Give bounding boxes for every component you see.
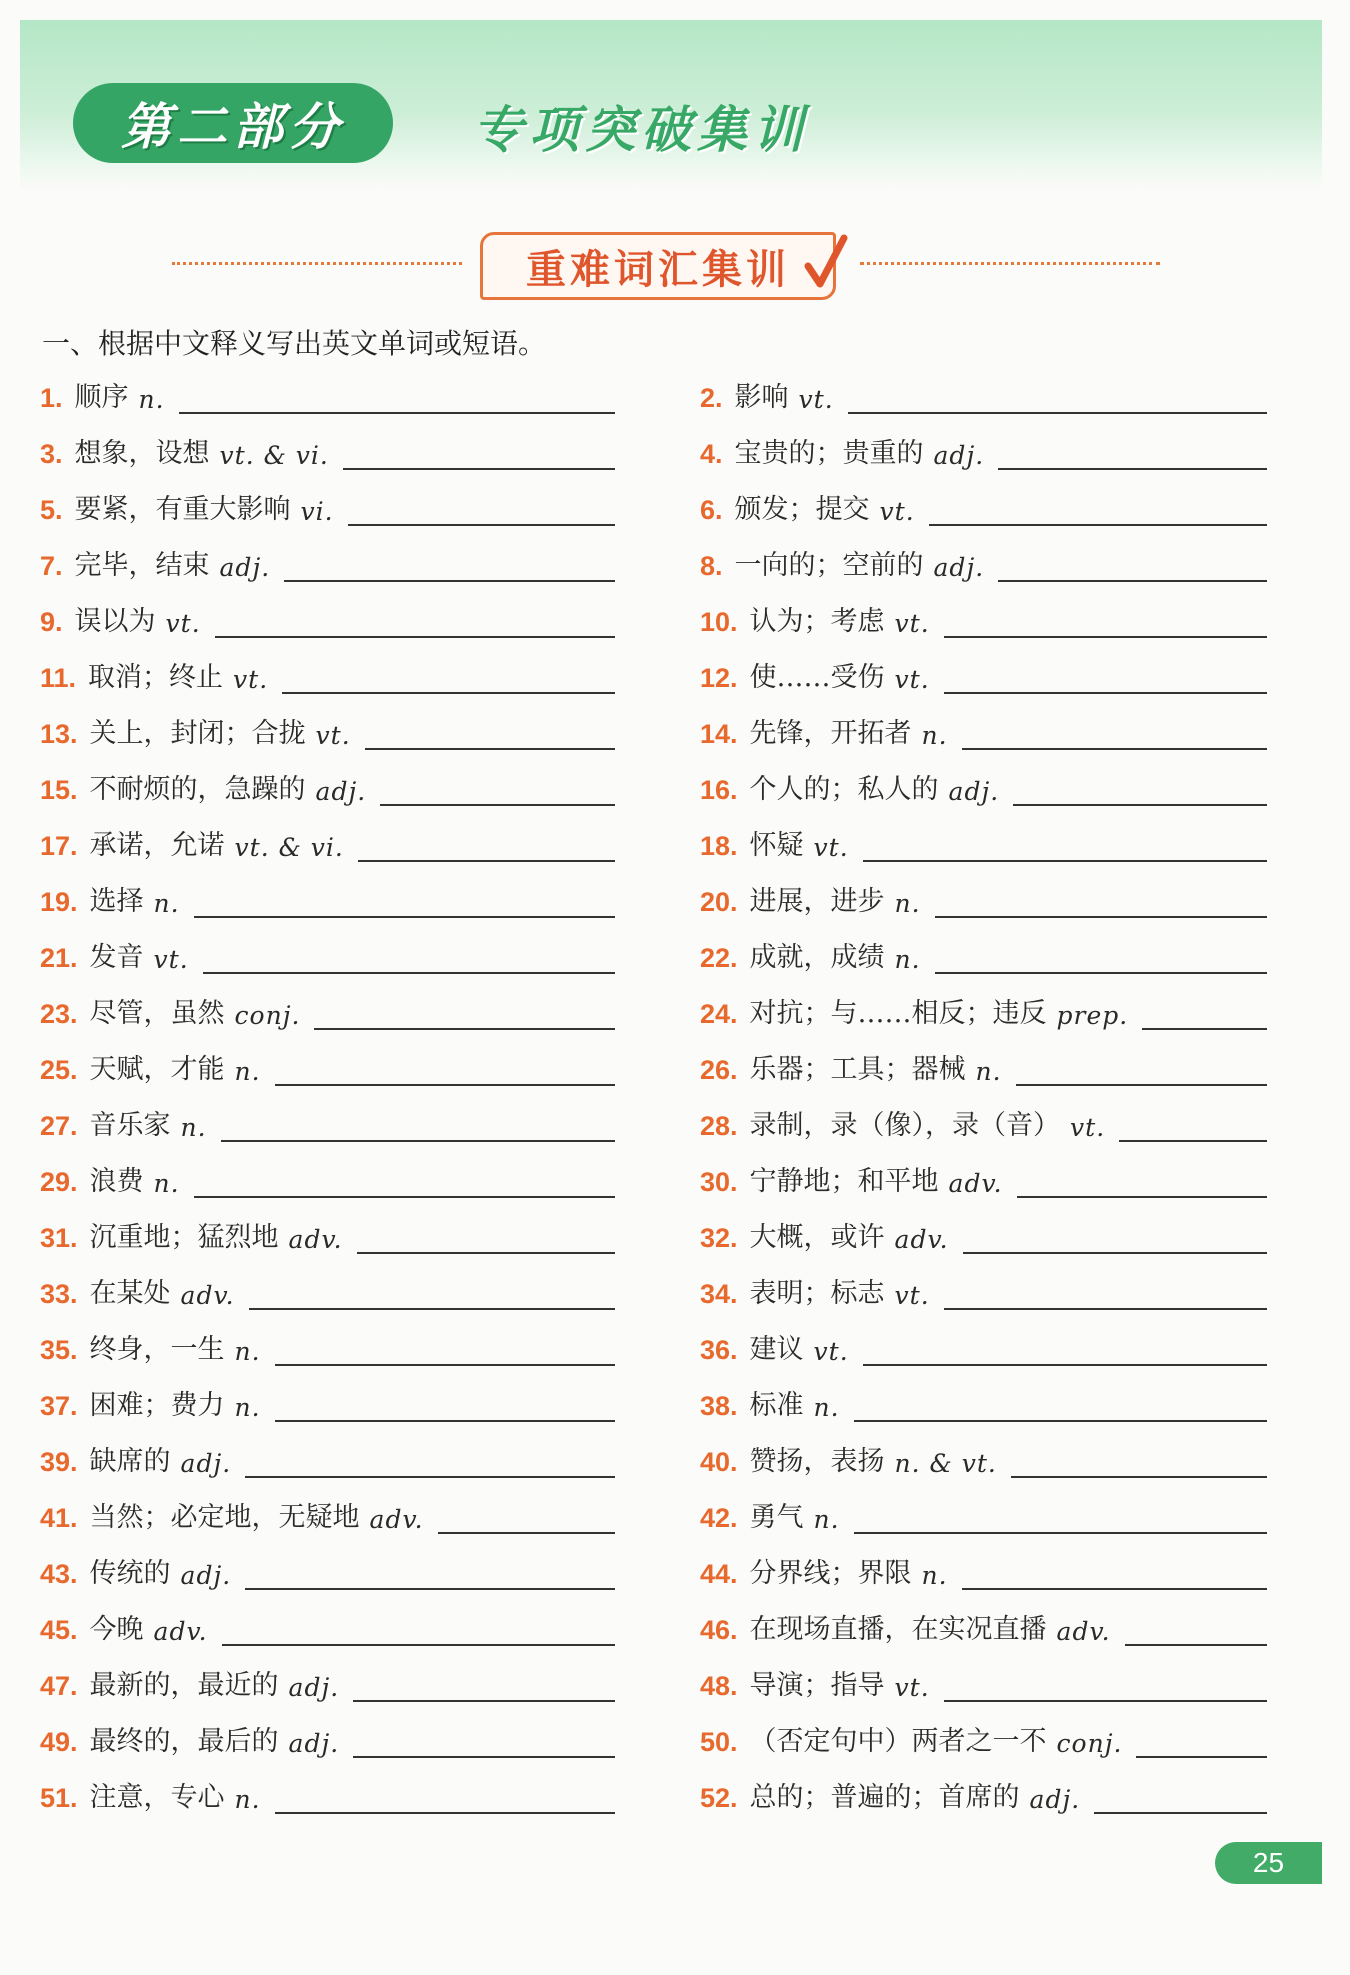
answer-blank[interactable] bbox=[275, 1046, 615, 1086]
vocab-item bbox=[700, 1154, 1267, 1198]
item-part-of-speech: n. bbox=[153, 889, 180, 918]
page-number: 25 bbox=[1252, 1847, 1285, 1878]
item-number: 33. bbox=[40, 1279, 78, 1309]
vocab-item bbox=[700, 426, 1267, 470]
item-part-of-speech: n. bbox=[921, 721, 948, 750]
item-meaning: 建议 bbox=[749, 1334, 804, 1365]
item-meaning: 缺席的 bbox=[89, 1446, 171, 1477]
answer-blank[interactable] bbox=[353, 1662, 615, 1702]
answer-blank[interactable] bbox=[1017, 1158, 1267, 1198]
item-number: 30. bbox=[700, 1167, 738, 1197]
vocab-item bbox=[40, 1378, 615, 1422]
item-part-of-speech: conj. bbox=[1056, 1729, 1123, 1758]
item-meaning: 音乐家 bbox=[89, 1110, 171, 1141]
answer-blank[interactable] bbox=[944, 1662, 1267, 1702]
item-part-of-speech: vt. bbox=[894, 609, 930, 638]
vocab-item bbox=[40, 818, 615, 862]
item-part-of-speech: vt. & vi. bbox=[234, 833, 344, 862]
vocab-item bbox=[40, 370, 615, 414]
vocab-item bbox=[40, 1714, 615, 1758]
answer-blank[interactable] bbox=[222, 1606, 615, 1646]
item-meaning: 困难；费力 bbox=[89, 1390, 225, 1421]
part-label-pill bbox=[73, 83, 393, 163]
item-meaning: 在某处 bbox=[89, 1278, 171, 1309]
vocab-item bbox=[40, 1490, 615, 1534]
vocab-item bbox=[700, 482, 1267, 526]
item-part-of-speech: n. bbox=[894, 945, 921, 974]
item-meaning: 不耐烦的，急躁的 bbox=[89, 774, 306, 805]
item-meaning: （否定句中）两者之一不 bbox=[749, 1726, 1047, 1757]
answer-blank[interactable] bbox=[221, 1102, 615, 1142]
item-number: 34. bbox=[700, 1279, 738, 1309]
subtitle-ribbon bbox=[480, 232, 836, 300]
item-part-of-speech: prep. bbox=[1056, 1001, 1129, 1030]
vocab-item bbox=[40, 1266, 615, 1310]
item-part-of-speech: vt. bbox=[165, 609, 201, 638]
answer-blank[interactable] bbox=[935, 878, 1267, 918]
answer-blank[interactable] bbox=[245, 1550, 615, 1590]
answer-blank[interactable] bbox=[365, 710, 615, 750]
item-number: 49. bbox=[40, 1727, 78, 1757]
vocab-item bbox=[700, 1042, 1267, 1086]
item-number: 22. bbox=[700, 943, 738, 973]
item-meaning: 赞扬，表扬 bbox=[749, 1446, 885, 1477]
item-number: 6. bbox=[700, 495, 723, 525]
item-part-of-speech: adj. bbox=[288, 1729, 340, 1758]
item-meaning: 进展，进步 bbox=[749, 886, 885, 917]
vocab-item bbox=[40, 762, 615, 806]
item-meaning: 终身，一生 bbox=[89, 1334, 225, 1365]
answer-blank[interactable] bbox=[863, 1326, 1267, 1366]
item-meaning: 使……受伤 bbox=[749, 662, 885, 693]
item-part-of-speech: vt. bbox=[894, 1281, 930, 1310]
item-meaning: 想象，设想 bbox=[74, 438, 210, 469]
item-number: 40. bbox=[700, 1447, 738, 1477]
vocab-item bbox=[700, 1322, 1267, 1366]
answer-blank[interactable] bbox=[358, 822, 615, 862]
item-meaning: 一向的；空前的 bbox=[734, 550, 924, 581]
answer-blank[interactable] bbox=[963, 1214, 1267, 1254]
answer-blank[interactable] bbox=[998, 430, 1267, 470]
item-part-of-speech: n. bbox=[153, 1169, 180, 1198]
part-label: 第二部分 bbox=[121, 98, 345, 156]
item-number: 8. bbox=[700, 551, 723, 581]
answer-blank[interactable] bbox=[275, 1382, 615, 1422]
item-meaning: 先锋，开拓者 bbox=[749, 718, 912, 749]
item-number: 37. bbox=[40, 1391, 78, 1421]
item-part-of-speech: n. bbox=[234, 1393, 261, 1422]
item-number: 21. bbox=[40, 943, 78, 973]
answer-blank[interactable] bbox=[194, 1158, 615, 1198]
answer-blank[interactable] bbox=[194, 878, 615, 918]
item-meaning: 注意，专心 bbox=[89, 1782, 225, 1813]
item-number: 48. bbox=[700, 1671, 738, 1701]
item-meaning: 选择 bbox=[89, 886, 144, 917]
item-part-of-speech: adv. bbox=[180, 1281, 235, 1310]
answer-blank[interactable] bbox=[245, 1438, 615, 1478]
item-part-of-speech: adv. bbox=[894, 1225, 949, 1254]
item-part-of-speech: adj. bbox=[933, 553, 985, 582]
item-part-of-speech: vt. bbox=[813, 833, 849, 862]
item-part-of-speech: n. bbox=[921, 1561, 948, 1590]
item-meaning: 对抗；与……相反；违反 bbox=[749, 998, 1047, 1029]
item-part-of-speech: n. bbox=[234, 1337, 261, 1366]
item-meaning: 尽管，虽然 bbox=[89, 998, 225, 1029]
answer-blank[interactable] bbox=[348, 486, 615, 526]
answer-blank[interactable] bbox=[962, 710, 1267, 750]
answer-blank[interactable] bbox=[1119, 1102, 1267, 1142]
vocab-item bbox=[40, 1042, 615, 1086]
item-part-of-speech: vt. & vi. bbox=[219, 441, 329, 470]
item-number: 19. bbox=[40, 887, 78, 917]
answer-blank[interactable] bbox=[275, 1774, 615, 1814]
item-number: 38. bbox=[700, 1391, 738, 1421]
item-meaning: 颁发；提交 bbox=[734, 494, 870, 525]
item-number: 45. bbox=[40, 1615, 78, 1645]
item-number: 3. bbox=[40, 439, 63, 469]
vocab-item bbox=[40, 874, 615, 918]
item-part-of-speech: vt. bbox=[894, 665, 930, 694]
answer-blank[interactable] bbox=[935, 934, 1267, 974]
item-meaning: 要紧，有重大影响 bbox=[74, 494, 291, 525]
item-part-of-speech: adj. bbox=[1029, 1785, 1081, 1814]
vocab-item bbox=[40, 1546, 615, 1590]
answer-blank[interactable] bbox=[275, 1326, 615, 1366]
dotted-divider-left bbox=[172, 262, 462, 265]
dotted-divider-right bbox=[860, 262, 1160, 265]
item-number: 51. bbox=[40, 1783, 78, 1813]
item-meaning: 承诺，允诺 bbox=[89, 830, 225, 861]
item-meaning: 宁静地；和平地 bbox=[749, 1166, 939, 1197]
vocab-item bbox=[700, 1378, 1267, 1422]
vocab-item bbox=[40, 426, 615, 470]
item-meaning: 乐器；工具；器械 bbox=[749, 1054, 966, 1085]
answer-blank[interactable] bbox=[1094, 1774, 1267, 1814]
page-number-badge bbox=[1215, 1842, 1322, 1884]
item-number: 28. bbox=[700, 1111, 738, 1141]
item-number: 12. bbox=[700, 663, 738, 693]
answer-blank[interactable] bbox=[944, 654, 1267, 694]
item-meaning: 当然；必定地，无疑地 bbox=[89, 1502, 360, 1533]
answer-blank[interactable] bbox=[1136, 1718, 1267, 1758]
item-number: 15. bbox=[40, 775, 78, 805]
item-number: 18. bbox=[700, 831, 738, 861]
vocab-item bbox=[700, 1770, 1267, 1814]
subtitle: 重难词汇集训 bbox=[526, 246, 790, 293]
item-number: 5. bbox=[40, 495, 63, 525]
answer-blank[interactable] bbox=[203, 934, 615, 974]
answer-blank[interactable] bbox=[282, 654, 615, 694]
item-part-of-speech: n. bbox=[180, 1113, 207, 1142]
item-meaning: 导演；指导 bbox=[749, 1670, 885, 1701]
answer-blank[interactable] bbox=[854, 1494, 1267, 1534]
item-number: 23. bbox=[40, 999, 78, 1029]
vocab-item bbox=[700, 1266, 1267, 1310]
vocab-item bbox=[700, 706, 1267, 750]
item-meaning: 个人的；私人的 bbox=[749, 774, 939, 805]
item-number: 10. bbox=[700, 607, 738, 637]
item-number: 47. bbox=[40, 1671, 78, 1701]
item-part-of-speech: n. & vt. bbox=[894, 1449, 997, 1478]
item-number: 52. bbox=[700, 1783, 738, 1813]
item-part-of-speech: n. bbox=[894, 889, 921, 918]
vocab-item bbox=[40, 986, 615, 1030]
answer-blank[interactable] bbox=[215, 598, 615, 638]
item-number: 11. bbox=[40, 663, 77, 693]
item-meaning: 录制，录（像），录（音） bbox=[749, 1110, 1061, 1141]
item-number: 32. bbox=[700, 1223, 738, 1253]
vocab-item bbox=[700, 1490, 1267, 1534]
vocab-item bbox=[700, 1658, 1267, 1702]
item-part-of-speech: vt. bbox=[153, 945, 189, 974]
answer-blank[interactable] bbox=[353, 1718, 615, 1758]
item-part-of-speech: vt. bbox=[798, 385, 834, 414]
item-meaning: 宝贵的；贵重的 bbox=[734, 438, 924, 469]
item-meaning: 分界线；界限 bbox=[749, 1558, 912, 1589]
vocab-item bbox=[40, 482, 615, 526]
item-number: 42. bbox=[700, 1503, 738, 1533]
item-number: 46. bbox=[700, 1615, 738, 1645]
item-number: 20. bbox=[700, 887, 738, 917]
answer-blank[interactable] bbox=[944, 598, 1267, 638]
item-number: 4. bbox=[700, 439, 723, 469]
item-part-of-speech: n. bbox=[138, 385, 165, 414]
item-meaning: 大概，或许 bbox=[749, 1222, 885, 1253]
vocab-item bbox=[700, 370, 1267, 414]
answer-blank[interactable] bbox=[284, 542, 615, 582]
item-part-of-speech: adj. bbox=[219, 553, 271, 582]
answer-blank[interactable] bbox=[1011, 1438, 1267, 1478]
answer-blank[interactable] bbox=[314, 990, 615, 1030]
item-part-of-speech: conj. bbox=[234, 1001, 301, 1030]
item-part-of-speech: adv. bbox=[288, 1225, 343, 1254]
item-number: 41. bbox=[40, 1503, 78, 1533]
answer-blank[interactable] bbox=[863, 822, 1267, 862]
vocab-item bbox=[700, 1546, 1267, 1590]
item-part-of-speech: adj. bbox=[288, 1673, 340, 1702]
vocab-item bbox=[700, 986, 1267, 1030]
item-number: 1. bbox=[40, 383, 63, 413]
vocab-item bbox=[40, 594, 615, 638]
item-meaning: 完毕，结束 bbox=[74, 550, 210, 581]
vocab-item bbox=[700, 874, 1267, 918]
item-meaning: 成就，成绩 bbox=[749, 942, 885, 973]
answer-blank[interactable] bbox=[962, 1550, 1267, 1590]
item-number: 39. bbox=[40, 1447, 78, 1477]
vocab-item bbox=[700, 1210, 1267, 1254]
item-number: 31. bbox=[40, 1223, 78, 1253]
item-part-of-speech: adj. bbox=[948, 777, 1000, 806]
vocab-item bbox=[700, 1714, 1267, 1758]
item-meaning: 今晚 bbox=[89, 1614, 144, 1645]
item-meaning: 发音 bbox=[89, 942, 144, 973]
item-meaning: 认为；考虑 bbox=[749, 606, 885, 637]
item-part-of-speech: vt. bbox=[315, 721, 351, 750]
item-number: 50. bbox=[700, 1727, 738, 1757]
item-number: 9. bbox=[40, 607, 63, 637]
item-meaning: 沉重地；猛烈地 bbox=[89, 1222, 279, 1253]
vocab-item bbox=[700, 594, 1267, 638]
item-meaning: 表明；标志 bbox=[749, 1278, 885, 1309]
vocab-item bbox=[700, 930, 1267, 974]
answer-blank[interactable] bbox=[249, 1270, 615, 1310]
vocab-item bbox=[40, 1602, 615, 1646]
vocab-item bbox=[40, 930, 615, 974]
vocab-item bbox=[40, 1322, 615, 1366]
item-number: 27. bbox=[40, 1111, 78, 1141]
item-part-of-speech: vt. bbox=[1070, 1113, 1106, 1142]
vocab-item bbox=[700, 818, 1267, 862]
answer-blank[interactable] bbox=[848, 374, 1267, 414]
vocab-item bbox=[40, 1434, 615, 1478]
item-meaning: 关上，封闭；合拢 bbox=[89, 718, 306, 749]
item-number: 14. bbox=[700, 719, 738, 749]
vocab-item bbox=[700, 538, 1267, 582]
answer-blank[interactable] bbox=[1013, 766, 1267, 806]
vocab-item bbox=[700, 1434, 1267, 1478]
item-part-of-speech: n. bbox=[975, 1057, 1002, 1086]
answer-blank[interactable] bbox=[929, 486, 1267, 526]
item-part-of-speech: n. bbox=[234, 1785, 261, 1814]
item-number: 17. bbox=[40, 831, 78, 861]
vocab-item bbox=[40, 1210, 615, 1254]
item-number: 43. bbox=[40, 1559, 78, 1589]
vocab-item bbox=[40, 706, 615, 750]
item-number: 16. bbox=[700, 775, 738, 805]
vocab-item bbox=[40, 1770, 615, 1814]
section-title: 专项突破集训 bbox=[473, 101, 809, 159]
item-meaning: 怀疑 bbox=[749, 830, 804, 861]
item-part-of-speech: vt. bbox=[894, 1673, 930, 1702]
item-meaning: 总的；普遍的；首席的 bbox=[749, 1782, 1020, 1813]
answer-blank[interactable] bbox=[343, 430, 615, 470]
item-meaning: 取消；终止 bbox=[88, 662, 224, 693]
item-part-of-speech: n. bbox=[234, 1057, 261, 1086]
answer-blank[interactable] bbox=[1125, 1606, 1267, 1646]
question-heading: 一、根据中文释义写出英文单词或短语。 bbox=[42, 327, 547, 360]
answer-blank[interactable] bbox=[998, 542, 1267, 582]
item-part-of-speech: vi. bbox=[300, 497, 334, 526]
item-number: 7. bbox=[40, 551, 63, 581]
item-part-of-speech: adv. bbox=[948, 1169, 1003, 1198]
item-part-of-speech: adj. bbox=[180, 1449, 232, 1478]
vocab-item bbox=[700, 1098, 1267, 1142]
item-meaning: 浪费 bbox=[89, 1166, 144, 1197]
item-number: 26. bbox=[700, 1055, 738, 1085]
item-meaning: 天赋，才能 bbox=[89, 1054, 225, 1085]
item-number: 2. bbox=[700, 383, 723, 413]
answer-blank[interactable] bbox=[438, 1494, 615, 1534]
item-number: 44. bbox=[700, 1559, 738, 1589]
item-meaning: 在现场直播，在实况直播 bbox=[749, 1614, 1047, 1645]
item-number: 35. bbox=[40, 1335, 78, 1365]
answer-blank[interactable] bbox=[1142, 990, 1267, 1030]
answer-blank[interactable] bbox=[179, 374, 615, 414]
item-part-of-speech: adj. bbox=[315, 777, 367, 806]
vocab-item bbox=[40, 1154, 615, 1198]
item-part-of-speech: vt. bbox=[813, 1337, 849, 1366]
item-meaning: 勇气 bbox=[749, 1502, 804, 1533]
answer-blank[interactable] bbox=[380, 766, 615, 806]
vocab-item bbox=[700, 650, 1267, 694]
item-part-of-speech: adv. bbox=[1056, 1617, 1111, 1646]
item-meaning: 最终的，最后的 bbox=[89, 1726, 279, 1757]
item-meaning: 影响 bbox=[734, 382, 789, 413]
item-number: 24. bbox=[700, 999, 738, 1029]
item-meaning: 传统的 bbox=[89, 1558, 171, 1589]
answer-blank[interactable] bbox=[357, 1214, 615, 1254]
item-number: 13. bbox=[40, 719, 78, 749]
item-part-of-speech: n. bbox=[813, 1393, 840, 1422]
answer-blank[interactable] bbox=[1016, 1046, 1267, 1086]
item-part-of-speech: adj. bbox=[180, 1561, 232, 1590]
item-part-of-speech: n. bbox=[813, 1505, 840, 1534]
item-meaning: 误以为 bbox=[74, 606, 156, 637]
item-number: 29. bbox=[40, 1167, 78, 1197]
answer-blank[interactable] bbox=[854, 1382, 1267, 1422]
item-meaning: 顺序 bbox=[74, 382, 129, 413]
vocab-item bbox=[700, 1602, 1267, 1646]
item-number: 25. bbox=[40, 1055, 78, 1085]
item-part-of-speech: vt. bbox=[879, 497, 915, 526]
vocab-item bbox=[40, 1098, 615, 1142]
answer-blank[interactable] bbox=[944, 1270, 1267, 1310]
item-part-of-speech: adj. bbox=[933, 441, 985, 470]
item-number: 36. bbox=[700, 1335, 738, 1365]
vocab-item bbox=[40, 538, 615, 582]
vocab-item bbox=[40, 650, 615, 694]
vocab-item bbox=[40, 1658, 615, 1702]
item-part-of-speech: adv. bbox=[369, 1505, 424, 1534]
item-meaning: 标准 bbox=[749, 1390, 804, 1421]
item-part-of-speech: adv. bbox=[153, 1617, 208, 1646]
item-meaning: 最新的，最近的 bbox=[89, 1670, 279, 1701]
vocab-item bbox=[700, 762, 1267, 806]
item-part-of-speech: vt. bbox=[233, 665, 269, 694]
checkmark-icon bbox=[802, 234, 848, 290]
